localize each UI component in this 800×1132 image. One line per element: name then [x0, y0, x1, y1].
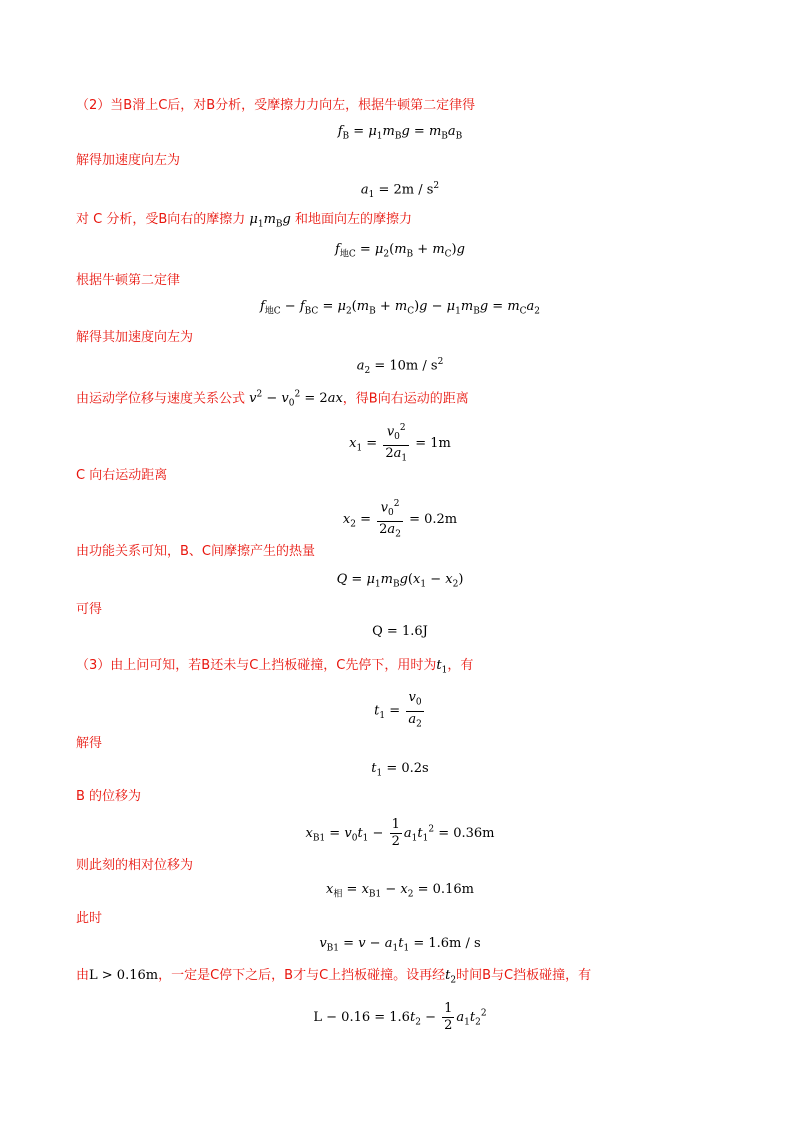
friction-expr: $\mu_1m_Bg$ — [249, 212, 291, 230]
text-line-3 — [76, 211, 412, 234]
equation-xb1: $x_{B1} = v_0t_1$ − $\frac{1}{2}$ $a_1t_1^2 = 0.36m$ — [305, 817, 495, 849]
text-line-15 — [76, 967, 591, 990]
equation-a1: $a_1 = 2m / s^2$ — [360, 181, 440, 200]
text-line-6b: ，得B向右运动的距离 — [342, 391, 469, 407]
equation-a2: $a_2 = 10m / s^2$ — [356, 357, 444, 376]
t1-symbol: $t_1$ — [436, 658, 448, 676]
equation-t1-value: $t_1 = 0.2s$ — [371, 761, 429, 779]
text-line-4: 根据牛顿第二定律 — [76, 273, 181, 288]
equation-q-value: Q = 1.6J — [372, 624, 428, 639]
text-line-2: 解得加速度向左为 — [76, 153, 181, 168]
text-line-15b: ，一定是C停下之后，B才与C上挡板碰撞。设再经 — [158, 968, 446, 983]
equation-newton-c: $f_{地C} - f_{BC} = \mu_2(m_B + m_C)g - \mu_1m_Bg = m_Ca_2$ — [259, 299, 541, 317]
text-line-13: 则此刻的相对位移为 — [76, 858, 194, 873]
text-line-3a: 对 C 分析，受B向右的摩擦力 — [76, 212, 246, 227]
text-line-10b: ，有 — [447, 658, 474, 673]
equation-f-ground: $f_{地C} = \mu_2(m_B + m_C)g$ — [335, 242, 465, 260]
equation-x1: $x_1$ = $\frac{v_0^2}{2a_1}$ = 1m — [0, 420, 800, 467]
equation-xrel: $x_相 = x_{B1} - x_2 = 0.16m$ — [326, 882, 474, 900]
equation-x2: $x_2$ = $\frac{v_0^2}{2a_2}$ = 0.2m — [0, 496, 800, 543]
equation-t1: $t_1$ = $\frac{v_0}{a_2}$ — [374, 690, 422, 730]
equation-q: $Q = \mu_1m_Bg(x_1 - x_2)$ — [336, 572, 464, 590]
text-line-1: （2）当B滑上C后，对B分析，受摩擦力力向左，根据牛顿第二定律得 — [76, 98, 476, 113]
kinematics-formula: $v^2 - v_0^2 = 2ax$ — [249, 390, 343, 409]
text-line-8: 由功能关系可知，B、C间摩擦产生的热量 — [76, 544, 315, 559]
text-line-6a: 由运动学位移与速度关系公式 — [76, 391, 246, 407]
condition-expr: L > 0.16m — [89, 968, 159, 983]
text-line-7: C 向右运动距离 — [76, 468, 168, 483]
t2-symbol: $t_2$ — [445, 968, 457, 986]
text-line-10 — [76, 657, 473, 680]
text-line-6 — [76, 386, 469, 413]
text-line-12: B 的位移为 — [76, 789, 142, 804]
text-line-15c: 时间B与C挡板碰撞，有 — [456, 968, 592, 983]
equation-final: $L - 0.16 = 1.6t_2$ − $\frac{1}{2}$ $a_1t_2^2$ — [313, 1001, 487, 1033]
text-line-11: 解得 — [76, 736, 103, 751]
equation-fb: $f_B = \mu_1m_Bg = m_Ba_B$ — [337, 124, 463, 142]
equation-vb1: $v_{B1} = v - a_1t_1 = 1.6m / s$ — [319, 936, 481, 954]
text-line-14: 此时 — [76, 911, 103, 926]
text-line-9: 可得 — [76, 602, 103, 617]
text-line-10a: （3）由上问可知，若B还未与C上挡板碰撞，C先停下，用时为 — [76, 658, 437, 673]
text-line-3b: 和地面向左的摩擦力 — [295, 212, 413, 227]
text-line-5: 解得其加速度向左为 — [76, 330, 194, 345]
text-line-15a: 由 — [76, 968, 90, 983]
